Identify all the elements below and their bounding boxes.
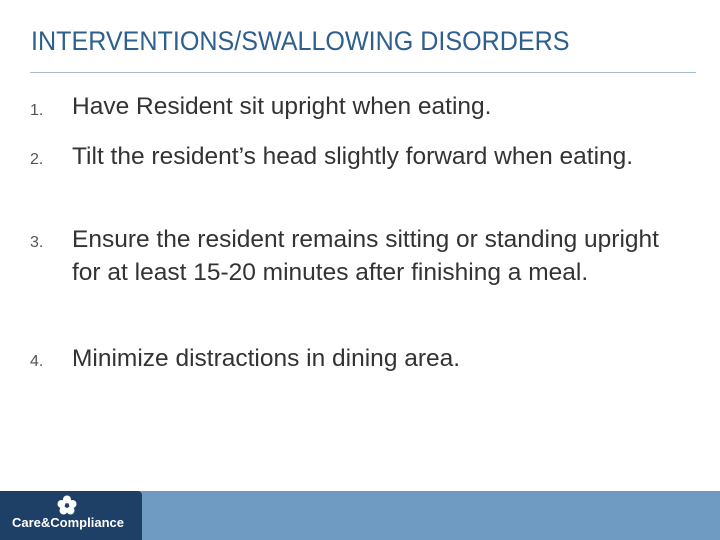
flower-icon [57, 495, 77, 515]
footer [0, 491, 720, 540]
list-item-number: 2. [30, 151, 44, 168]
list-item-number: 3. [30, 234, 44, 251]
list-item-number: 4. [30, 353, 44, 370]
list-item-number: 1. [30, 102, 44, 119]
logo-text: Care&Compliance [12, 515, 124, 530]
list-item-text: Minimize distractions in dining area. [72, 345, 461, 372]
list-item-text: Tilt the resident’s head slightly forward when eating. [72, 143, 634, 170]
title-divider [30, 72, 696, 73]
footer-logo [0, 491, 142, 540]
list-item-text: Have Resident sit upright when eating. [72, 93, 492, 120]
list-item-text: Ensure the resident remains sitting or standing upright for at least 15-20 minutes after finishing a meal. [72, 226, 659, 286]
slide-title: INTERVENTIONS/SWALLOWING DISORDERS [31, 26, 570, 56]
